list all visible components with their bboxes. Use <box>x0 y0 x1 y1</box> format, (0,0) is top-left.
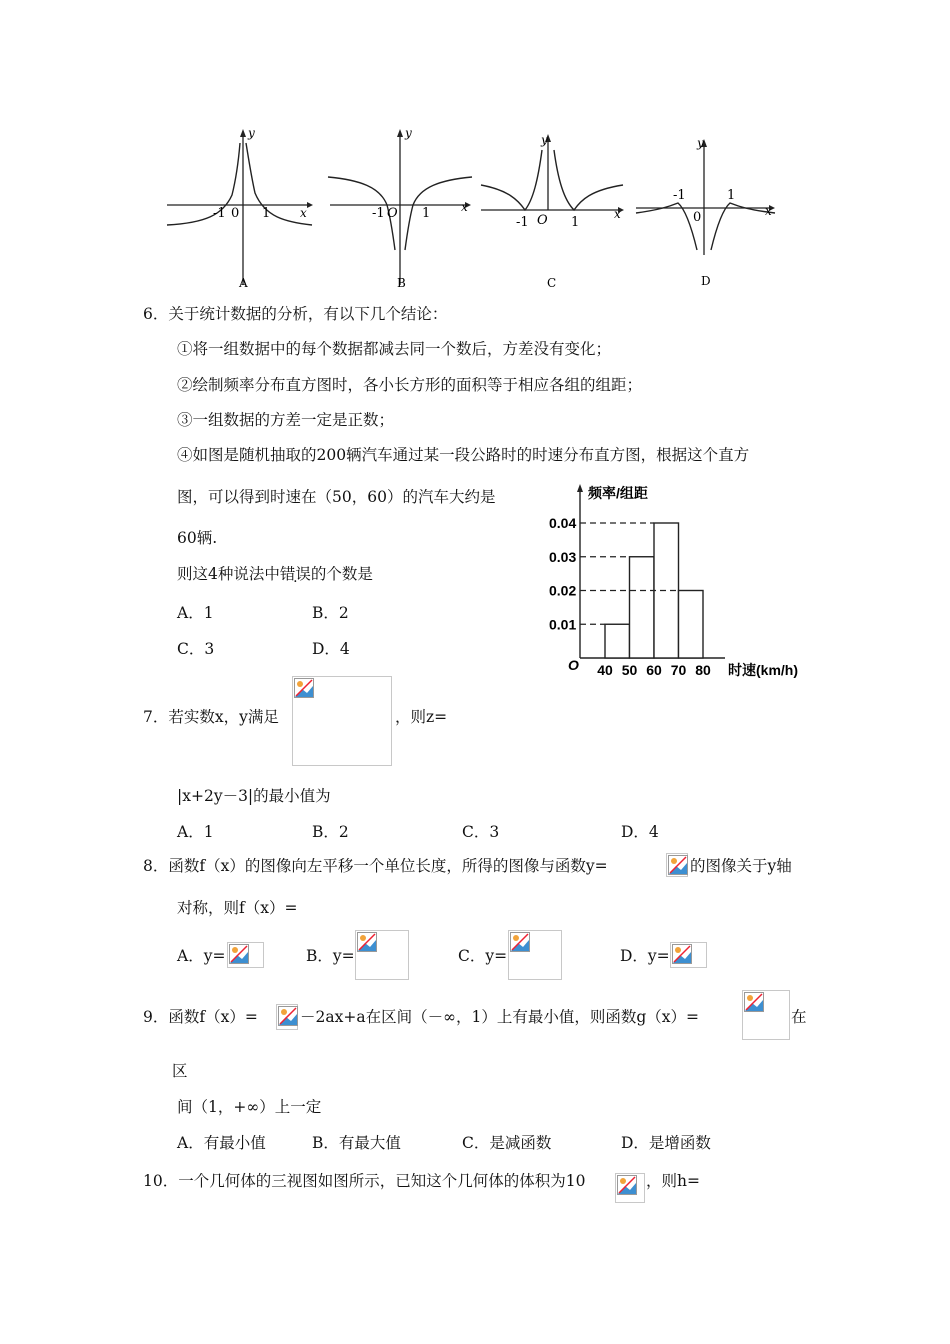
broken-image-icon <box>229 944 249 964</box>
q9-option-b[interactable]: B．有最大值 <box>312 1134 401 1152</box>
svg-text:O: O <box>537 213 548 228</box>
y-tick-label: 0.01 <box>549 616 577 633</box>
q7-stem-a: 7．若实数x，y满足 <box>143 708 279 726</box>
q9-option-a[interactable]: A．有最小值 <box>177 1134 266 1152</box>
svg-text:1: 1 <box>571 215 580 230</box>
q7-stem-b: ，则z= <box>395 708 448 726</box>
q8-option-c[interactable]: C．y= <box>458 947 508 965</box>
svg-text:y: y <box>697 136 704 150</box>
q6-option-b[interactable]: B．2 <box>312 604 349 622</box>
option-d-formula-image <box>670 942 707 968</box>
graph-label: A <box>239 276 248 290</box>
q9-stem-a: 9．函数f（x）= <box>143 1008 258 1026</box>
histogram-bar <box>630 557 655 658</box>
option-c-formula-image <box>508 930 562 980</box>
svg-text:0: 0 <box>693 210 702 225</box>
q9-option-c[interactable]: C．是减函数 <box>462 1134 552 1152</box>
x-tick-label: 80 <box>695 662 711 678</box>
constraint-system-image <box>292 676 392 766</box>
svg-text:x: x <box>614 207 621 221</box>
q9-stem-e: 间（1，+∞）上一定 <box>177 1098 322 1116</box>
svg-text:B: B <box>397 276 406 290</box>
q9-option-d[interactable]: D．是增函数 <box>621 1134 711 1152</box>
broken-image-icon <box>744 992 764 1012</box>
q9-stem-d: 区 <box>172 1062 188 1080</box>
origin-label: O <box>568 657 579 673</box>
svg-text:y: y <box>405 126 412 140</box>
q6-option-a[interactable]: A．1 <box>177 604 214 622</box>
q6-option-c[interactable]: C．3 <box>177 640 215 658</box>
formula-image <box>666 853 688 877</box>
q6-statement-3: ③一组数据的方差一定是正数； <box>177 411 395 429</box>
y-tick-label: 0.02 <box>549 582 577 599</box>
q8-stem-c: 对称，则f（x）= <box>177 899 298 917</box>
broken-image-icon <box>672 944 692 964</box>
histogram-bar <box>679 591 704 659</box>
q8-option-a[interactable]: A．y= <box>177 947 226 965</box>
broken-image-icon <box>510 932 530 952</box>
broken-image-icon <box>357 932 377 952</box>
svg-text:-1: -1 <box>673 188 686 203</box>
x-axis-title: 时速(km/h) <box>728 662 798 678</box>
x-tick-label: 60 <box>646 662 662 678</box>
svg-text:x: x <box>461 200 468 214</box>
svg-text:1: 1 <box>262 206 271 221</box>
graph-D <box>633 135 783 290</box>
emphasis-mark: 错误 <box>279 565 311 583</box>
svg-text:y: y <box>541 133 548 147</box>
y-axis-label: y <box>248 126 255 140</box>
q8-stem-a: 8．函数f（x）的图像向左平移一个单位长度，所得的图像与函数y= <box>143 857 608 875</box>
q6-statement-2: ②绘制频率分布直方图时，各小长方形的面积等于相应各组的组距； <box>177 376 643 394</box>
x-axis-label: x <box>300 206 307 220</box>
x-tick-label: 50 <box>621 662 638 678</box>
svg-text:C: C <box>547 276 557 290</box>
q8-option-b[interactable]: B．y= <box>306 947 355 965</box>
q6-statement-1: ①将一组数据中的每个数据都减去同一个数后，方差没有变化； <box>177 340 612 358</box>
svg-text:1: 1 <box>727 188 736 203</box>
option-b-formula-image <box>355 930 409 980</box>
svg-text:-1: -1 <box>516 215 529 230</box>
q6-statement-4c: 60辆. <box>177 529 218 547</box>
q6-statement-4a: ④如图是随机抽取的200辆汽车通过某一段公路时的时速分布直方图，根据这个直方 <box>177 446 750 464</box>
svg-text:0: 0 <box>231 206 240 221</box>
svg-text:1: 1 <box>422 206 431 221</box>
x-tick-label: 40 <box>597 662 613 678</box>
broken-image-icon <box>278 1006 298 1026</box>
q7-option-c[interactable]: C．3 <box>462 823 500 841</box>
x-tick-label: 70 <box>670 662 687 678</box>
svg-text:D: D <box>701 274 711 288</box>
q8-stem-b: 的图像关于y轴 <box>690 857 792 875</box>
formula-image <box>276 1004 298 1030</box>
speed-histogram <box>540 478 820 688</box>
broken-image-icon <box>294 678 314 698</box>
q7-stem-c: |x+2y－3|的最小值为 <box>177 787 331 805</box>
histogram-bar <box>605 624 630 658</box>
y-tick-label: 0.04 <box>549 515 577 531</box>
graph-A <box>165 125 315 295</box>
q8-option-d[interactable]: D．y= <box>620 947 670 965</box>
q7-option-b[interactable]: B．2 <box>312 823 349 841</box>
q10-stem-a: 10．一个几何体的三视图如图所示，已知这个几何体的体积为10 <box>143 1172 586 1190</box>
svg-text:O: O <box>387 206 398 221</box>
graph-B <box>325 125 475 295</box>
q6-stem: 6．关于统计数据的分析，有以下几个结论： <box>143 305 448 323</box>
g-formula-image <box>742 990 790 1040</box>
q6-statement-4b: 图，可以得到时速在（50，60）的汽车大约是 <box>177 488 496 506</box>
option-a-formula-image <box>227 942 264 968</box>
volume-formula-image <box>615 1173 645 1203</box>
svg-text:-1: -1 <box>372 206 385 221</box>
q6-question: 则这4种说法中错误的个数是 <box>177 565 373 583</box>
q9-stem-b: －2ax+a在区间（－∞，1）上有最小值，则函数g（x）= <box>300 1008 699 1026</box>
broken-image-icon <box>668 855 688 875</box>
q7-option-a[interactable]: A．1 <box>177 823 214 841</box>
svg-text:x: x <box>765 204 772 218</box>
y-tick-label: 0.03 <box>549 548 577 565</box>
q10-stem-b: ，则h= <box>646 1172 700 1190</box>
broken-image-icon <box>617 1175 637 1195</box>
y-axis-title: 频率/组距 <box>588 485 648 501</box>
q7-option-d[interactable]: D．4 <box>621 823 659 841</box>
q9-stem-c: 在 <box>791 1008 807 1026</box>
q6-option-d[interactable]: D．4 <box>312 640 350 658</box>
graph-C <box>478 130 628 295</box>
svg-text:-1: -1 <box>213 206 226 221</box>
